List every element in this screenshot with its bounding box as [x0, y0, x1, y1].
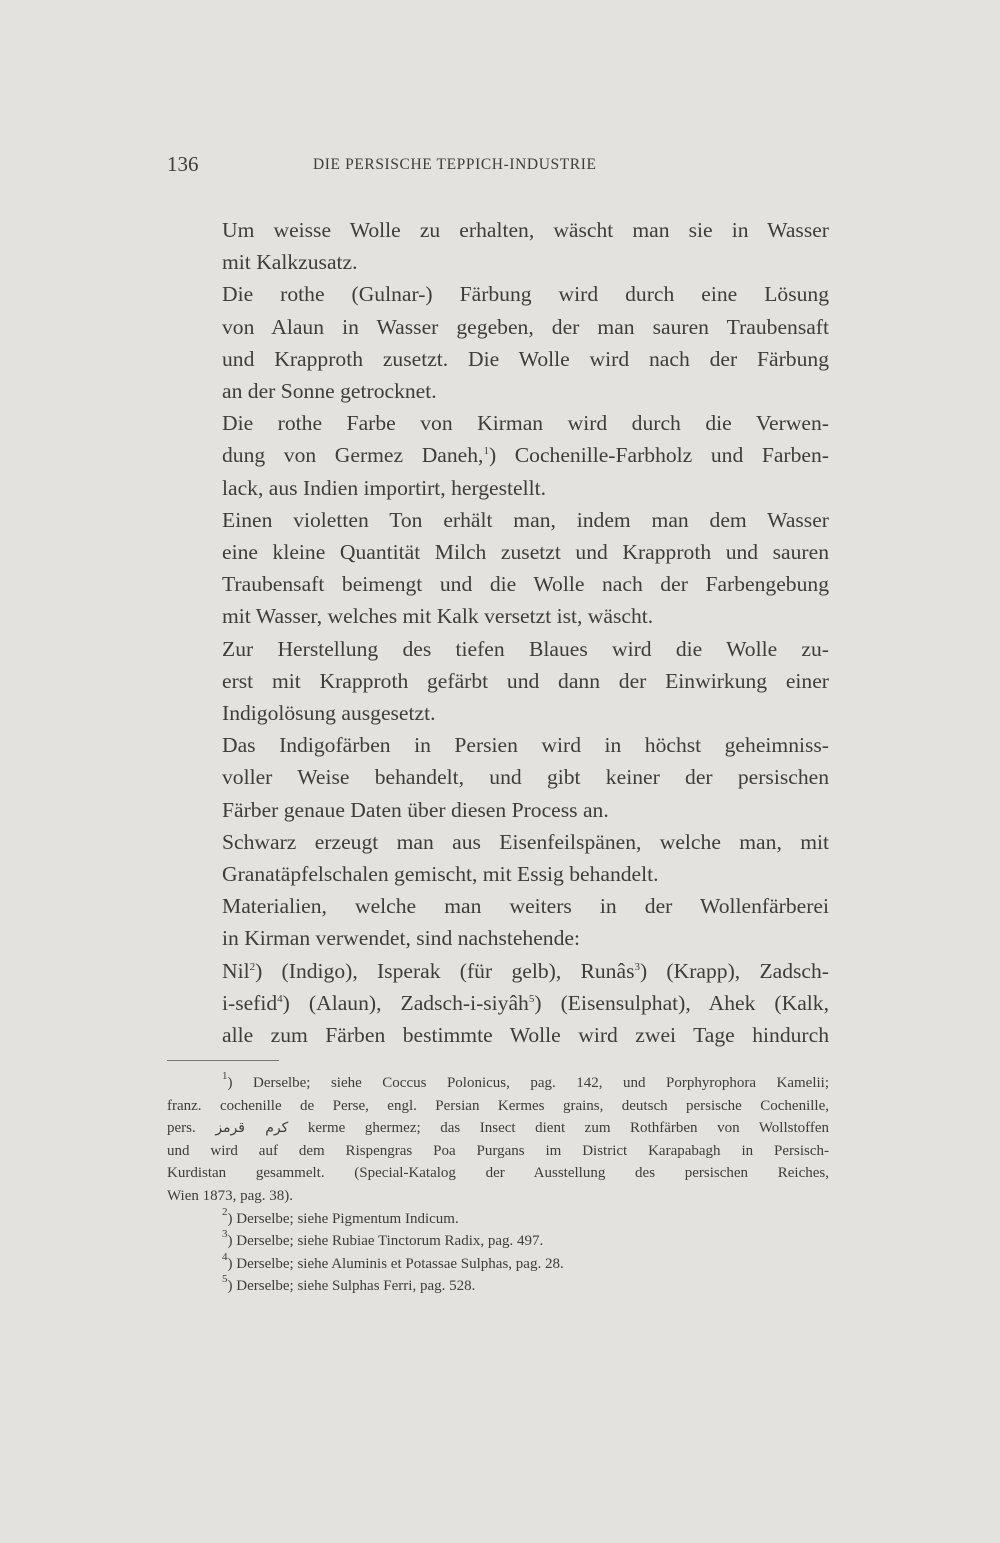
text-fragment: ) (Krapp), Zadsch-: [639, 958, 829, 983]
footnote-ref: 3: [634, 960, 640, 973]
footnote-text: ) Derselbe; siehe Pigmentum Indicum.: [227, 1210, 459, 1227]
text-line: lack, aus Indien importirt, hergestellt.: [222, 475, 547, 500]
footnote-text: ) Derselbe; siehe Sulphas Ferri, pag. 528.: [227, 1278, 476, 1295]
footnote-1: [167, 1072, 829, 1208]
footnote-text: pers.: [167, 1120, 196, 1137]
main-text: [167, 214, 829, 1051]
text-line: [167, 987, 829, 1019]
paragraph: [167, 504, 829, 633]
page-header: [167, 152, 707, 182]
footnote-marker: 3: [222, 1228, 228, 1241]
footnote-text: ) Derselbe; siehe Coccus Polonicus, pag. 142, und Porphyrophora Kamelii;: [227, 1075, 829, 1091]
paragraph: [167, 890, 829, 954]
text-line: von Alaun in Wasser gegeben, der man sauren Traubensaft: [222, 314, 829, 339]
text-line: Die rothe (Gulnar-) Färbung wird durch eine Lösung: [222, 282, 829, 307]
text-fragment: ) (Eisensulphat), Ahek (Kalk,: [534, 990, 830, 1015]
text-line: Materialien, welche man weiters in der Wollenfärberei: [222, 894, 829, 919]
text-line: Zur Herstellung des tiefen Blaues wird die Wolle zu-: [222, 636, 829, 661]
text-fragment: Nil: [222, 958, 250, 983]
footnote-ref: 2: [249, 960, 256, 973]
footnote-marker: 2: [222, 1205, 228, 1218]
footnote-3: [167, 1230, 829, 1253]
text-line: und Krapproth zusetzt. Die Wolle wird nach der Färbung: [222, 346, 829, 371]
text-line: Färber genaue Daten über diesen Process an.: [222, 797, 609, 822]
text-line: Um weisse Wolle zu erhalten, wäscht man sie in Wasser: [222, 218, 829, 242]
footnote-5: [167, 1275, 829, 1298]
text-fragment: i-sefid: [222, 990, 278, 1015]
text-line: [167, 955, 829, 987]
footnote-marker: 4: [222, 1250, 228, 1263]
text-line: Die rothe Farbe von Kirman wird durch die Verwen-: [222, 411, 829, 436]
arabic-term: کرم قرمز: [215, 1120, 289, 1137]
text-line: Traubensaft beimengt und die Wolle nach der Farbengebung: [222, 572, 829, 597]
footnote-text: ) Derselbe; siehe Aluminis et Potassae Sulphas, pag. 28.: [227, 1255, 564, 1272]
paragraph: [167, 826, 829, 890]
text-line: Einen violetten Ton erhält man, indem man dem Wasser: [222, 507, 829, 532]
footnote-line: [167, 1117, 829, 1140]
footnote-marker: 5: [222, 1273, 228, 1286]
footnote-ref: 1: [483, 445, 489, 458]
paragraph: [167, 633, 829, 730]
footnote-2: [167, 1205, 829, 1231]
text-line: Indigolösung ausgesetzt.: [222, 701, 436, 726]
text-fragment: ) (Indigo), Isperak (für gelb), Runâs: [255, 958, 635, 983]
text-line: in Kirman verwendet, sind nachstehende:: [222, 926, 580, 951]
paragraph: [167, 214, 829, 278]
text-fragment: ) (Alaun), Zadsch-i-siyâh: [282, 990, 529, 1015]
footnote-divider: [167, 1060, 279, 1061]
footnote-text: kerme ghermez; das Insect dient zum Rothfärben von Wollstoffen: [307, 1120, 830, 1137]
footnotes: [167, 1072, 829, 1298]
paragraph: [167, 278, 829, 407]
paragraph: [167, 955, 829, 1052]
footnote-text: ) Derselbe; siehe Rubiae Tinctorum Radix, pag. 497.: [227, 1233, 544, 1250]
footnote-line: und wird auf dem Rispengras Poa Purgans im District Karapabagh in Persisch-: [167, 1142, 829, 1159]
text-line: alle zum Färben bestimmte Wolle wird zwei Tage hindurch: [222, 1023, 829, 1048]
text-line: voller Weise behandelt, und gibt keiner der persischen: [222, 765, 829, 790]
footnote-marker: 1: [222, 1070, 228, 1082]
text-line: an der Sonne getrocknet.: [222, 379, 437, 404]
text-line: Schwarz erzeugt man aus Eisenfeilspänen, welche man, mit: [222, 829, 829, 854]
text-line: eine kleine Quantität Milch zusetzt und Krapproth und sauren: [222, 540, 829, 565]
text-line: [167, 439, 829, 471]
footnote-4: [167, 1250, 829, 1276]
footnote-line: [167, 1072, 829, 1095]
paragraph: [167, 729, 829, 826]
paragraph: [167, 407, 829, 504]
text-line: mit Wasser, welches mit Kalk versetzt ist, wäscht.: [222, 604, 654, 629]
footnote-line: Kurdistan gesammelt. (Special-Katalog der Ausstellung des persischen Reiches,: [167, 1165, 829, 1182]
footnote-ref: 5: [528, 992, 535, 1005]
page-number: 136: [167, 152, 199, 176]
text-line: Granatäpfelschalen gemischt, mit Essig behandelt.: [222, 862, 659, 887]
text-line: mit Kalkzusatz.: [222, 250, 358, 275]
text-fragment: dung von Germez Daneh,: [222, 443, 484, 468]
text-fragment: ) Cochenille-Farbholz und Farben-: [488, 443, 829, 468]
running-head: DIE PERSISCHE TEPPICH-INDUSTRIE: [313, 156, 597, 173]
footnote-ref: 4: [277, 992, 283, 1005]
footnote-line: franz. cochenille de Perse, engl. Persian Kermes grains, deutsch persische Cochenille,: [167, 1097, 829, 1114]
text-line: Das Indigofärben in Persien wird in höchst geheimniss-: [222, 733, 829, 758]
footnote-line: Wien 1873, pag. 38).: [167, 1187, 294, 1204]
text-line: erst mit Krapproth gefärbt und dann der Einwirkung einer: [222, 668, 829, 693]
